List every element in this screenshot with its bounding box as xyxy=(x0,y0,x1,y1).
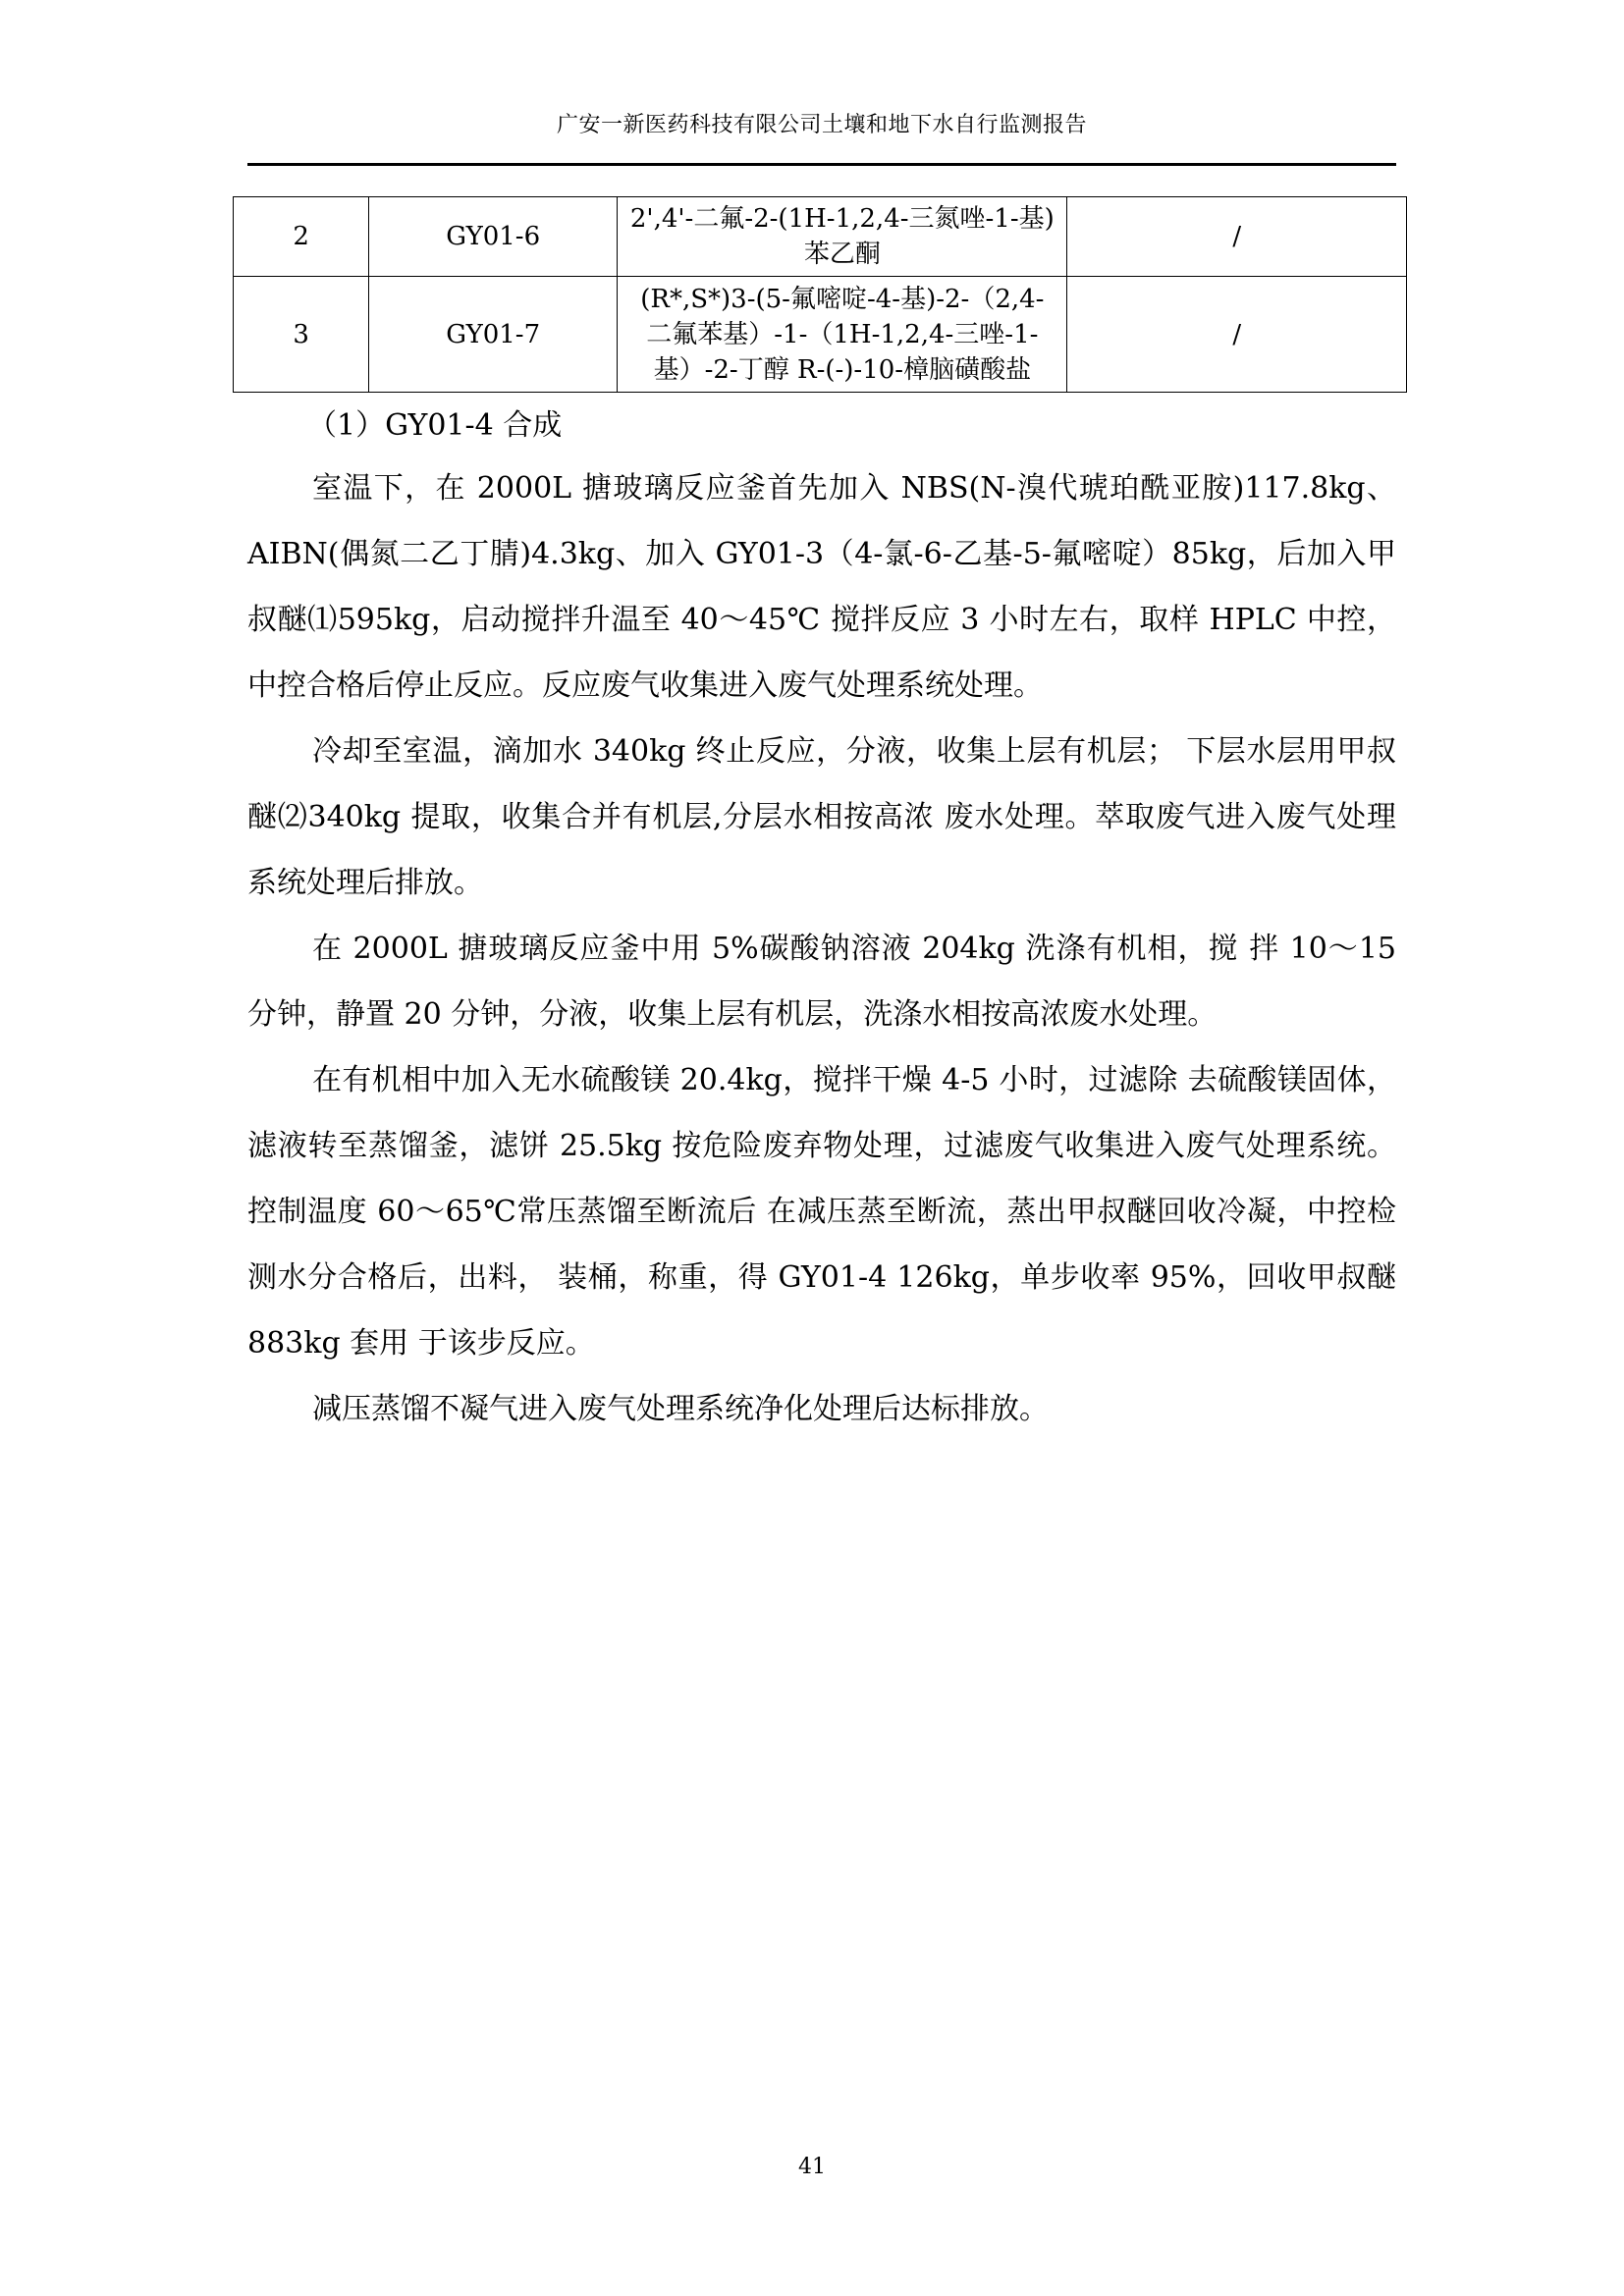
cell-name-line: 苯乙酮 xyxy=(803,240,881,269)
header-divider xyxy=(247,163,1396,166)
cell-name-line: 二氟苯基）-1-（1H-1,2,4-三唑-1- xyxy=(646,319,1039,349)
cell-name xyxy=(618,277,1067,393)
cell-code: GY01-7 xyxy=(369,277,618,393)
cell-note: / xyxy=(1067,197,1407,277)
cell-note: / xyxy=(1067,277,1407,393)
cell-no: 3 xyxy=(234,277,369,393)
table-row xyxy=(234,277,1407,393)
page-header-title: 广安一新医药科技有限公司土壤和地下水自行监测报告 xyxy=(556,113,1087,137)
body-text xyxy=(247,455,1396,1442)
cell-name-line: (R*,S*)3-(5-氟嘧啶-4-基)-2-（2,4- xyxy=(640,284,1045,314)
paragraph: 在 2000L 搪玻璃反应釜中用 5%碳酸钠溶液 204kg 洗涤有机相，搅 拌 10～15 分钟，静置 20 分钟，分液，收集上层有机层，洗涤水相按高浓废水处理。 xyxy=(247,932,1396,1032)
paragraph: 室温下，在 2000L 搪玻璃反应釜首先加入 NBS(N-溴代琥珀酰亚胺)117.8kg、AIBN(偶氮二乙丁腈)4.3kg、加入 GY01-3（4-氯-6-乙基-5-氟嘧啶）85kg，后加入甲叔醚⑴595kg，启动搅拌升温至 40～45℃ 搅拌反应 3 小时左右，取样 HPLC 中控，中控合格后停止反应。反应废气收集进入废气处理系统处理。 xyxy=(247,471,1396,703)
cell-code: GY01-6 xyxy=(369,197,618,277)
table-row xyxy=(234,197,1407,277)
section-subheading: （1）GY01-4 合成 xyxy=(307,408,563,443)
paragraph: 在有机相中加入无水硫酸镁 20.4kg，搅拌干燥 4-5 小时，过滤除 去硫酸镁固体，滤液转至蒸馏釜，滤饼 25.5kg 按危险废弃物处理，过滤废气收集进入废气处理系统。控制温度 60～65℃常压蒸馏至断流后 在减压蒸至断流，蒸出甲叔醚回收冷凝，中控检测水分合格后，出料， 装桶，称重，得 GY01-4 126kg，单步收率 95%，回收甲叔醚 883kg 套用 于该步反应。 xyxy=(247,1063,1396,1361)
cell-name-line: 2',4'-二氟-2-(1H-1,2,4-三氮唑-1-基) xyxy=(629,204,1055,234)
paragraph: 冷却至室温，滴加水 340kg 终止反应，分液，收集上层有机层； 下层水层用甲叔醚⑵340kg 提取，收集合并有机层,分层水相按高浓 废水处理。萃取废气进入废气处理系统处理后排放。 xyxy=(247,734,1396,900)
paragraph: 减压蒸馏不凝气进入废气处理系统净化处理后达标排放。 xyxy=(312,1392,1049,1426)
page-number: 41 xyxy=(798,2155,826,2179)
cell-name xyxy=(618,197,1067,277)
cell-no: 2 xyxy=(234,197,369,277)
product-table xyxy=(233,196,1407,393)
cell-name-line: 基）-2-丁醇 R-(-)-10-樟脑磺酸盐 xyxy=(653,354,1032,385)
